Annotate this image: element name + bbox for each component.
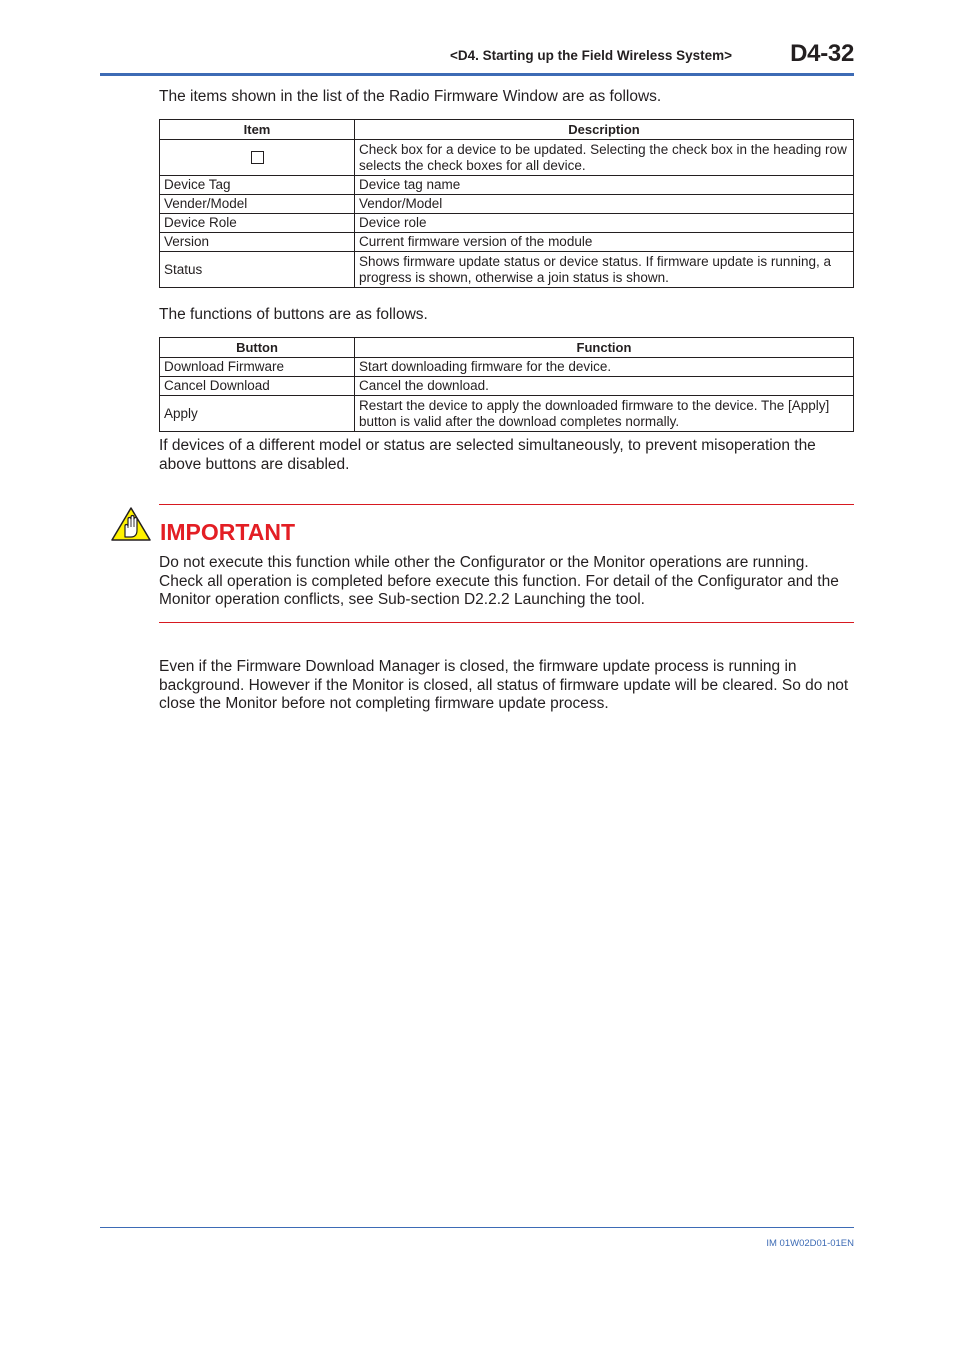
column-header-button: Button <box>160 338 355 358</box>
table-cell-item: Version <box>160 233 355 252</box>
page-number: D4-32 <box>790 40 854 67</box>
table-row <box>160 358 854 377</box>
table-header-row <box>160 120 854 140</box>
table-cell-button: Download Firmware <box>160 358 355 377</box>
document-id: IM 01W02D01-01EN <box>766 1238 854 1249</box>
table-cell-description: Current firmware version of the module <box>355 233 854 252</box>
important-text: Do not execute this function while other the Configurator or the Monitor operations are running. Check all operation is completed before execute this function. For detail of the Configurator and the Monitor operation conflicts, see Sub-section D2.2.2 Launching the tool. <box>159 554 839 609</box>
section-title: <D4. Starting up the Field Wireless System> <box>450 48 732 63</box>
checkbox-icon <box>251 151 264 164</box>
important-title: IMPORTANT <box>160 519 296 545</box>
warning-hand-icon <box>110 506 152 542</box>
table-cell-function: Restart the device to apply the downloaded firmware to the device. The [Apply] button is valid after the download completes normally. <box>355 396 854 432</box>
table-row <box>160 195 854 214</box>
table-cell-item: Vender/Model <box>160 195 355 214</box>
table-row <box>160 233 854 252</box>
table-row <box>160 176 854 195</box>
table-cell-button: Cancel Download <box>160 377 355 396</box>
table-cell-item <box>160 140 355 176</box>
table-row <box>160 214 854 233</box>
column-header-item: Item <box>160 120 355 140</box>
important-top-rule <box>159 504 854 505</box>
table-cell-item: Device Role <box>160 214 355 233</box>
table-cell-description: Device role <box>355 214 854 233</box>
buttons-intro: The functions of buttons are as follows. <box>159 306 428 323</box>
table-row <box>160 140 854 176</box>
table-cell-item: Device Tag <box>160 176 355 195</box>
table-cell-function: Cancel the download. <box>355 377 854 396</box>
important-bottom-rule <box>159 622 854 623</box>
closing-note: Even if the Firmware Download Manager is closed, the firmware update process is running in background. However if the Monitor is closed, all status of firmware update will be cleared. So do not close the Monitor before not completing firmware update process. <box>159 658 849 713</box>
column-header-description: Description <box>355 120 854 140</box>
table-header-row <box>160 338 854 358</box>
footer-rule <box>100 1227 854 1228</box>
disabled-note: If devices of a different model or status are selected simultaneously, to prevent misoperation the above buttons are disabled. <box>159 437 816 473</box>
buttons-table <box>159 337 854 432</box>
header-rule <box>100 73 854 76</box>
table-cell-item: Status <box>160 252 355 288</box>
column-header-function: Function <box>355 338 854 358</box>
table-row <box>160 377 854 396</box>
table-cell-function: Start downloading firmware for the device. <box>355 358 854 377</box>
table-cell-description: Vendor/Model <box>355 195 854 214</box>
table-cell-description: Shows firmware update status or device status. If firmware update is running, a progress is shown, otherwise a join status is shown. <box>355 252 854 288</box>
table-row <box>160 396 854 432</box>
table-row <box>160 252 854 288</box>
table-cell-description: Device tag name <box>355 176 854 195</box>
items-intro: The items shown in the list of the Radio Firmware Window are as follows. <box>159 88 662 105</box>
table-cell-button: Apply <box>160 396 355 432</box>
table-cell-description: Check box for a device to be updated. Selecting the check box in the heading row selects the check boxes for all device. <box>355 140 854 176</box>
items-table <box>159 119 854 288</box>
